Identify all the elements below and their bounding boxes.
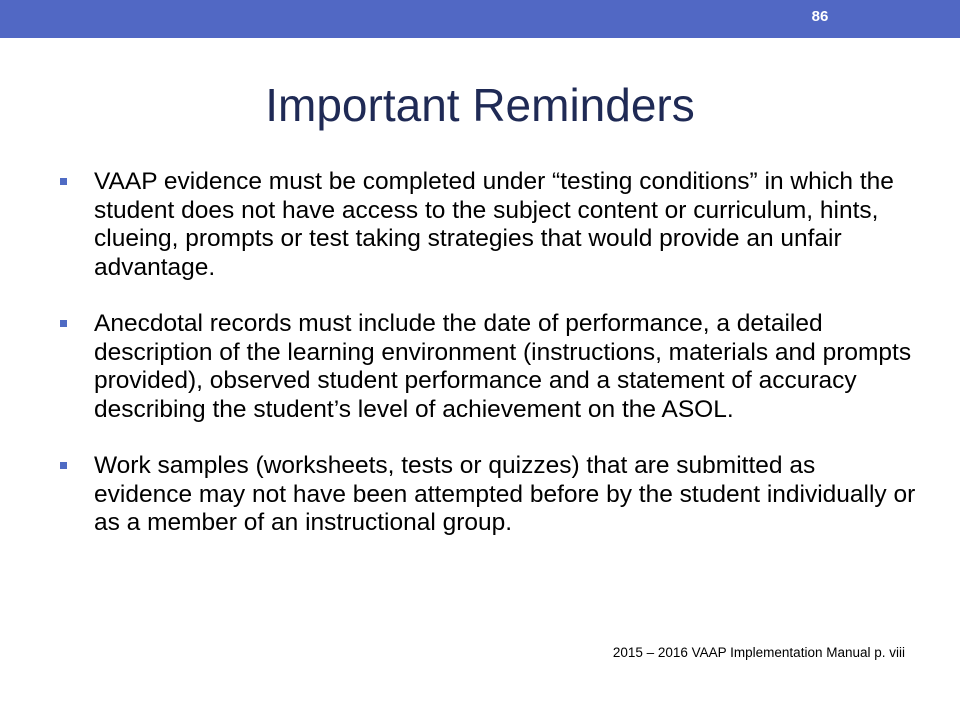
slide-number: 86 <box>811 8 829 25</box>
square-bullet-icon <box>60 178 67 185</box>
bullet-item <box>60 310 920 424</box>
bullet-text: VAAP evidence must be completed under “testing conditions” in which the student does not have access to the subject content or curriculum, hints, clueing, prompts or test taking strategies that would provide an unfair advantage. <box>94 168 894 281</box>
square-bullet-icon <box>60 320 67 327</box>
bullet-item <box>60 452 920 538</box>
bullet-item <box>60 168 920 282</box>
slide-title: Important Reminders <box>265 79 695 131</box>
bullet-text: Work samples (worksheets, tests or quizzes) that are submitted as evidence may not have been attempted before by the student individually or as a member of an instructional group. <box>94 452 916 536</box>
square-bullet-icon <box>60 462 67 469</box>
header-bar <box>0 0 960 38</box>
bullet-list <box>60 168 920 566</box>
bullet-text: Anecdotal records must include the date of performance, a detailed description of the learning environment (instructions, materials and prompts provided), observed student performance and a statement of accuracy describing the student’s level of achievement on the ASOL. <box>94 310 912 423</box>
source-citation: 2015 – 2016 VAAP Implementation Manual p. viii <box>612 645 905 660</box>
